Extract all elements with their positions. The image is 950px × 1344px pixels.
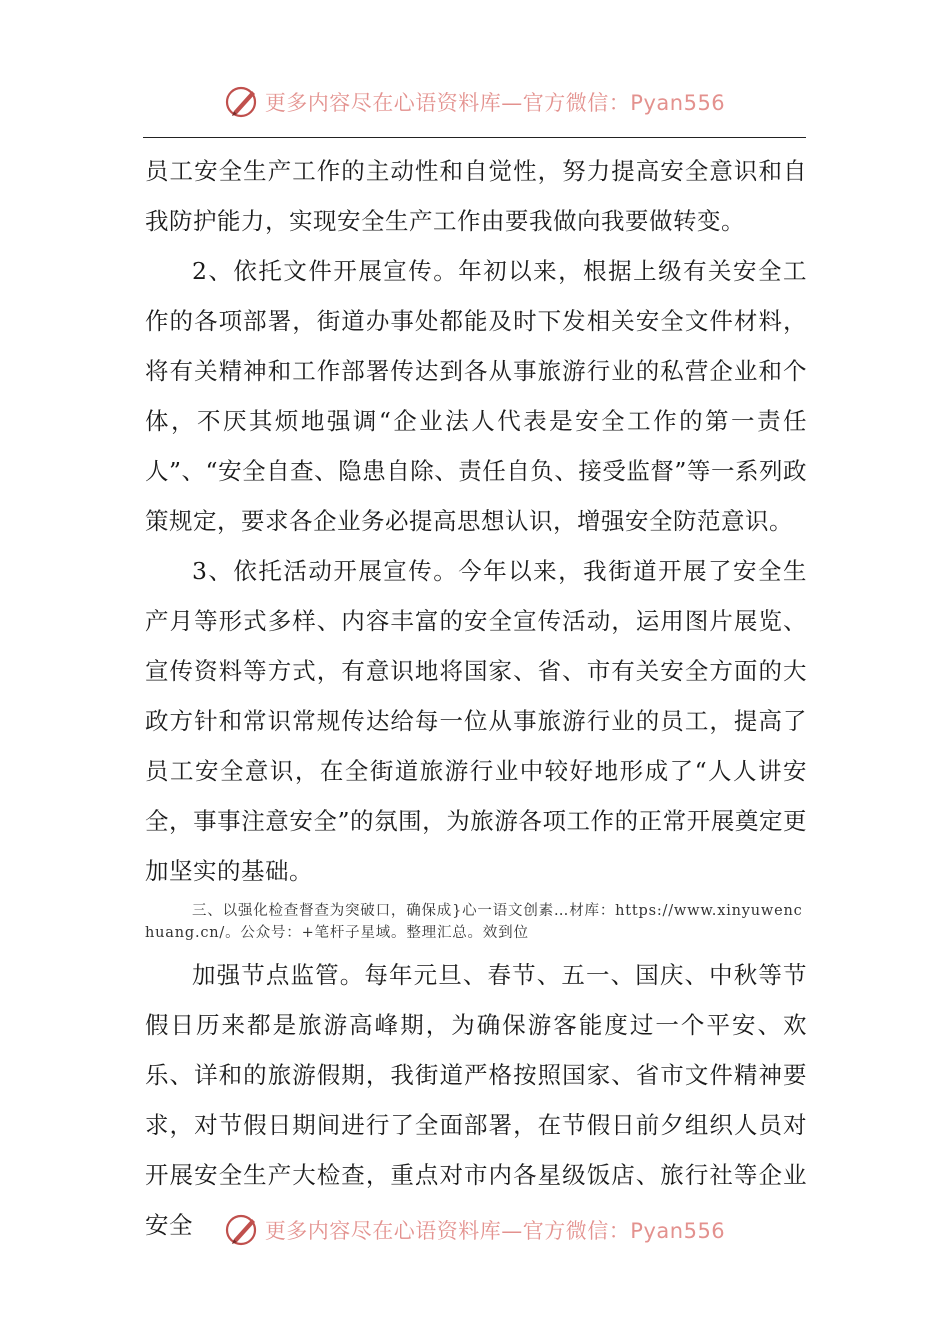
footer-banner-text: 更多内容尽在心语资料库—官方微信：Pyan556 (264, 1219, 726, 1243)
paragraph-1: 员工安全生产工作的主动性和自觉性，努力提高安全意识和自我防护能力，实现安全生产工作由要我做向我要做转变。 (145, 157, 807, 235)
header-divider (143, 137, 806, 138)
document-body (145, 146, 807, 1250)
section-heading-note: 三、以强化检查督查为突破口，确保成}心一语文创素…材库：https://www.xinyuwenchuang.cn/。公众号：+笔杆子星域。整理汇总。效到位 (145, 903, 803, 941)
header-banner (0, 80, 950, 124)
pen-logo-icon (225, 1212, 261, 1248)
paragraph-2: 2、依托文件开展宣传。年初以来，根据上级有关安全工作的各项部署，街道办事处都能及时下发相关安全文件材料，将有关精神和工作部署传达到各从事旅游行业的私营企业和个体，不厌其烦地强调“企业法人代表是安全工作的第一责任人”、“安全自查、隐患自除、责任自负、接受监督”等一系列政策规定，要求各企业务必提高思想认识，增强安全防范意识。 (145, 257, 807, 535)
header-banner-text: 更多内容尽在心语资料库—官方微信：Pyan556 (264, 91, 726, 115)
pen-logo-icon (225, 84, 261, 120)
footer-banner (0, 1208, 950, 1252)
paragraph-4: 加强节点监管。每年元旦、春节、五一、国庆、中秋等节假日历来都是旅游高峰期，为确保游客能度过一个平安、欢乐、详和的旅游假期，我街道严格按照国家、省市文件精神要求，对节假日期间进行了全面部署，在节假日前夕组织人员对开展安全生产大检查，重点对市内各星级饭店、旅行社等企业安全 (145, 961, 807, 1239)
paragraph-3: 3、依托活动开展宣传。今年以来，我街道开展了安全生产月等形式多样、内容丰富的安全宣传活动，运用图片展览、宣传资料等方式，有意识地将国家、省、市有关安全方面的大政方针和常识常规传达给每一位从事旅游行业的员工，提高了员工安全意识，在全街道旅游行业中较好地形成了“人人讲安全，事事注意安全”的氛围，为旅游各项工作的正常开展奠定更加坚实的基础。 (145, 557, 807, 885)
